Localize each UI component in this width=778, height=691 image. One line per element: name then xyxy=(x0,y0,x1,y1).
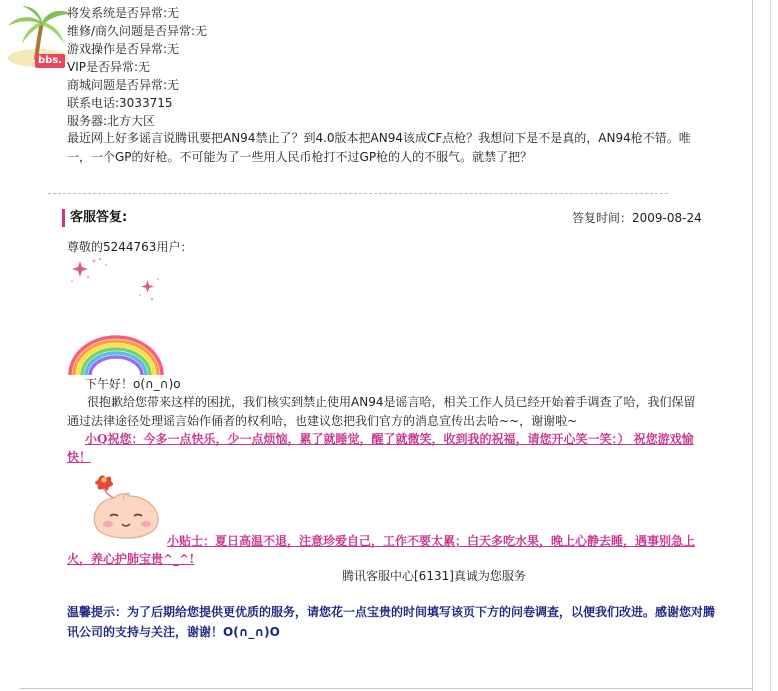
reply-title: 客服答复: xyxy=(70,210,128,225)
reply-wish: 小Q祝您：今多一点快乐，少一点烦恼，累了就睡觉，醒了就微笑，收到我的祝福，请您开心笑一笑：） 祝您游戏愉快！ xyxy=(67,432,694,464)
scrollbar-track[interactable] xyxy=(770,0,771,691)
info-line: 商城问题是否异常:无 xyxy=(67,78,180,92)
peach-character-icon xyxy=(84,470,166,540)
info-line: 游戏操作是否异常:无 xyxy=(67,42,180,56)
rainbow-icon xyxy=(66,333,166,375)
reply-signature: 腾讯客服中心[6131]真诚为您服务 xyxy=(342,569,526,583)
info-line: 将发系统是否异常:无 xyxy=(67,6,180,20)
question-text: 最近网上好多谣言说腾讯要把AN94禁止了？到4.0版本把AN94该成CF点枪？我想问下是不是真的，AN94枪不错。唯一，一个GP的好枪。不可能为了一些用人民币枪打不过GP枪的人的不服气。就禁了把？ xyxy=(67,131,691,164)
reply-time: 答复时间：2009-08-24 xyxy=(572,211,702,225)
warm-notice: 温馨提示：为了后期给您提供更优质的服务，请您花一点宝贵的时间填写该页下方的问卷调查，以便我们改进。感谢您对腾讯公司的支持与关注，谢谢！O(∩_∩)O xyxy=(67,605,716,639)
reply-body: 很抱歉给您带来这样的困扰，我们核实到禁止使用AN94是谣言哈，相关工作人员已经开始着手调查了哈，我们保留通过法律途径处理谣言始作俑者的权利哈，也建议您把我们官方的消息宣传出去哈~~，谢谢啦~ xyxy=(67,395,696,428)
info-line: 维修/商久问题是否异常:无 xyxy=(67,24,208,38)
sparkles-icon xyxy=(66,255,166,305)
info-line: VIP是否异常:无 xyxy=(67,60,151,74)
reply-greeting: 尊敬的5244763用户： xyxy=(67,240,193,254)
reply-accent-bar xyxy=(62,209,65,227)
logo-text: bbs. xyxy=(35,54,65,68)
content-border-bottom xyxy=(20,688,752,689)
info-line: 服务器:北方大区 xyxy=(67,114,156,128)
section-divider xyxy=(48,193,668,194)
info-line: 联系电话:3033715 xyxy=(67,96,173,110)
reply-afternoon: 下午好！o(∩_∩)o xyxy=(85,377,181,391)
content-border-right xyxy=(752,0,753,691)
reply-tips: 小贴士：夏日高温不退，注意珍爱自己，工作不要太累；白天多吃水果，晚上心静去睡，遇事别急上火，养心护肺宝贵^_^! xyxy=(67,534,696,566)
